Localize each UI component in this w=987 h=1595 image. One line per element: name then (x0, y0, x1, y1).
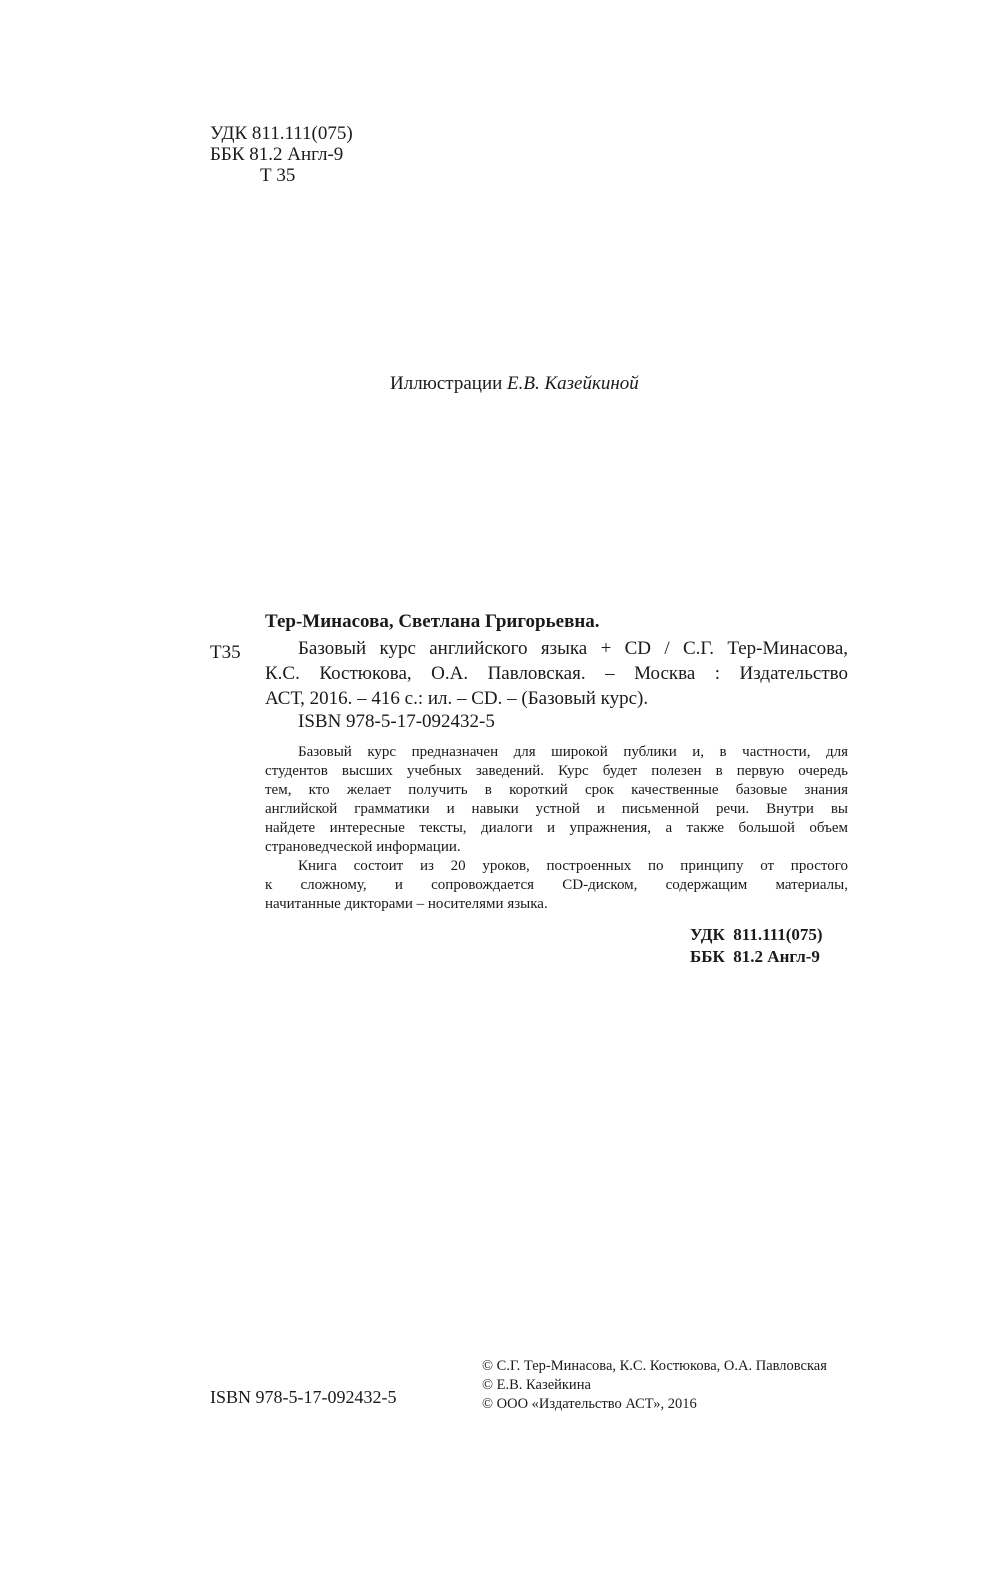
bbk-code: ББК 81.2 Англ-9 (210, 144, 344, 165)
illustrations-label: Иллюстрации (390, 373, 503, 394)
bib-cutter-code: Т35 (210, 642, 241, 663)
annotation-line: тем, кто желает получить в короткий срок качественные базовые знания (265, 782, 848, 798)
bbk-code-bold: ББК 81.2 Англ-9 (690, 947, 820, 966)
author-heading: Тер-Минасова, Светлана Григорьевна. (265, 611, 600, 632)
copyright-line: © ООО «Издательство АСТ», 2016 (482, 1396, 697, 1412)
annotation-line: найдете интересные тексты, диалоги и упражнения, а также большой объем (265, 820, 848, 836)
illustrations-credit (390, 373, 639, 395)
annotation-paragraph (265, 857, 848, 914)
annotation-line: студентов высших учебных заведений. Курс будет полезен в первую очередь (265, 763, 848, 779)
bib-line: АСТ, 2016. – 416 с.: ил. – CD. – (Базовый курс). (265, 688, 649, 709)
bib-line: К.С. Костюкова, О.А. Павловская. – Москва : Издательство (265, 663, 848, 684)
annotation-line: страноведческой информации. (265, 839, 461, 855)
isbn-main: ISBN 978-5-17-092432-5 (298, 711, 495, 732)
annotation-line: к сложному, и сопровождается CD-диском, содержащим материалы, (265, 877, 848, 893)
annotation-paragraph (265, 743, 848, 857)
annotation-line: Базовый курс предназначен для широкой публики и, в частности, для (298, 744, 848, 760)
annotation-line: английской грамматики и навыки устной и письменной речи. Внутри вы (265, 801, 848, 817)
illustrator-name: Е.В. Казейкиной (507, 373, 639, 394)
udk-code-bold: УДК 811.111(075) (690, 925, 823, 944)
cutter-code: Т 35 (260, 165, 296, 186)
annotation-line: начитанные дикторами – носителями языка. (265, 896, 548, 912)
copyright-block (482, 1357, 827, 1414)
udk-code: УДК 811.111(075) (210, 123, 353, 144)
annotation-line: Книга состоит из 20 уроков, построенных по принципу от простого (298, 858, 848, 874)
copyright-line: © С.Г. Тер-Минасова, К.С. Костюкова, О.А. Павловская (482, 1358, 827, 1374)
annotation (265, 743, 848, 914)
bib-line: Базовый курс английского языка + CD / С.Г. Тер-Минасова, (298, 638, 848, 659)
copyright-line: © Е.В. Казейкина (482, 1377, 591, 1393)
right-classification-block (690, 924, 823, 968)
isbn-footer: ISBN 978-5-17-092432-5 (210, 1387, 397, 1407)
top-classification-block (210, 123, 353, 186)
bibliographic-description (265, 636, 848, 711)
